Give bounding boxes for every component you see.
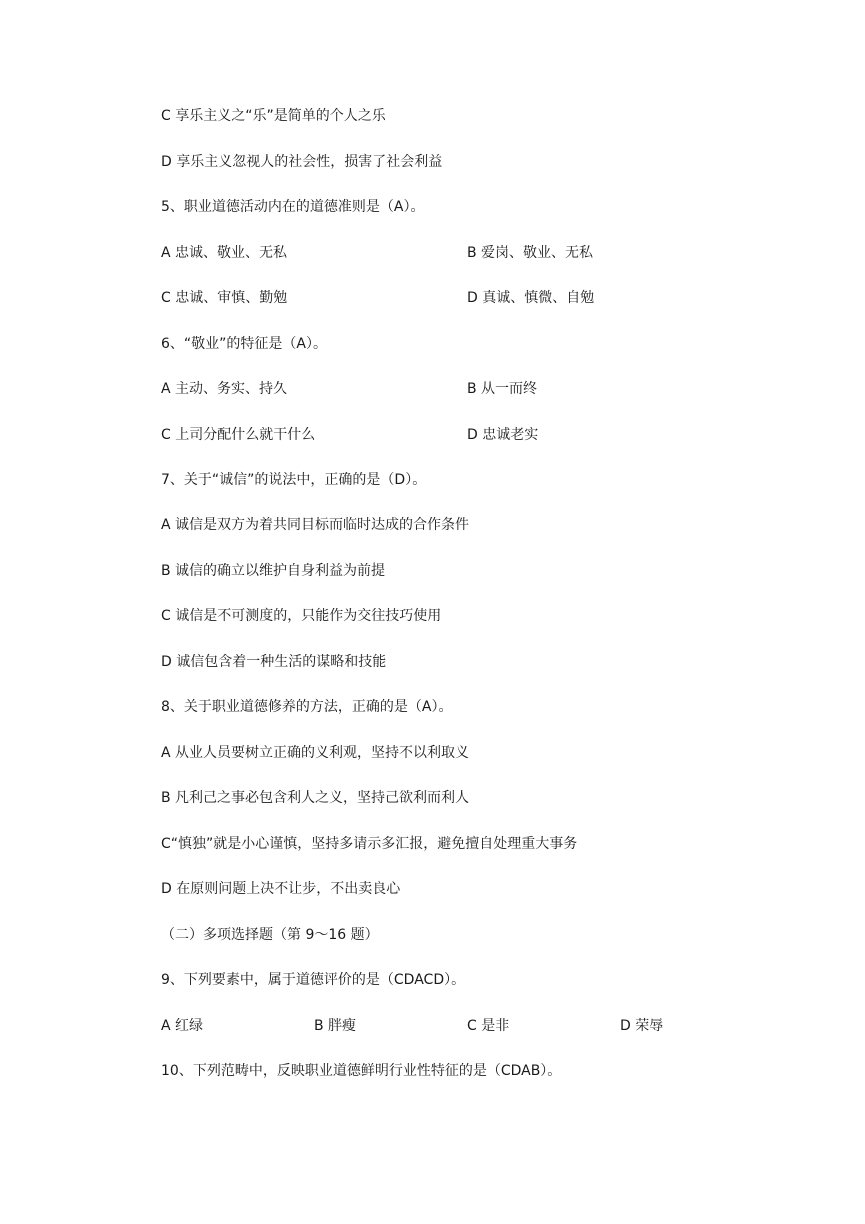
question-9-option-b: B 胖瘦 — [314, 1018, 357, 1034]
question-7: 7、关于“诚信”的说法中，正确的是（D）。 — [161, 472, 427, 488]
question-5: 5、职业道德活动内在的道德准则是（A）。 — [161, 199, 425, 215]
question-8-option-c: C“慎独”就是小心谨慎，坚持多请示多汇报，避免擅自处理重大事务 — [161, 836, 578, 852]
option-c-hedonism: C 享乐主义之“乐”是简单的个人之乐 — [161, 108, 386, 124]
question-9-option-a: A 红绿 — [161, 1018, 204, 1034]
question-5-option-d: D 真诚、慎微、自勉 — [467, 290, 595, 306]
question-6-option-c: C 上司分配什么就干什么 — [161, 427, 316, 443]
question-7-option-b: B 诚信的确立以维护自身利益为前提 — [161, 563, 386, 579]
question-9: 9、下列要素中，属于道德评价的是（CDACD）。 — [161, 972, 466, 988]
question-5-option-a: A 忠诚、敬业、无私 — [161, 245, 288, 261]
question-9-option-c: C 是非 — [467, 1018, 510, 1034]
question-6-option-b: B 从一而终 — [467, 381, 538, 397]
question-6-option-d: D 忠诚老实 — [467, 427, 539, 443]
question-5-option-c: C 忠诚、审慎、勤勉 — [161, 290, 288, 306]
question-6-option-a: A 主动、务实、持久 — [161, 381, 288, 397]
question-8-option-a: A 从业人员要树立正确的义利观，坚持不以利取义 — [161, 745, 470, 761]
question-10: 10、下列范畴中，反映职业道德鲜明行业性特征的是（CDAB）。 — [161, 1063, 562, 1079]
question-7-option-a: A 诚信是双方为着共同目标而临时达成的合作条件 — [161, 517, 470, 533]
question-5-option-b: B 爱岗、敬业、无私 — [467, 245, 594, 261]
question-7-option-d: D 诚信包含着一种生活的谋略和技能 — [161, 654, 387, 670]
question-8-option-d: D 在原则问题上决不让步，不出卖良心 — [161, 881, 401, 897]
section-heading-multiple-choice: （二）多项选择题（第 9～16 题） — [161, 927, 379, 943]
question-9-option-d: D 荣辱 — [620, 1018, 664, 1034]
question-7-option-c: C 诚信是不可测度的，只能作为交往技巧使用 — [161, 608, 442, 624]
question-8: 8、关于职业道德修养的方法，正确的是（A）。 — [161, 699, 453, 715]
option-d-hedonism: D 享乐主义忽视人的社会性，损害了社会利益 — [161, 154, 443, 170]
question-8-option-b: B 凡利己之事必包含利人之义，坚持己欲利而利人 — [161, 790, 470, 806]
question-6: 6、“敬业”的特征是（A）。 — [161, 336, 327, 352]
